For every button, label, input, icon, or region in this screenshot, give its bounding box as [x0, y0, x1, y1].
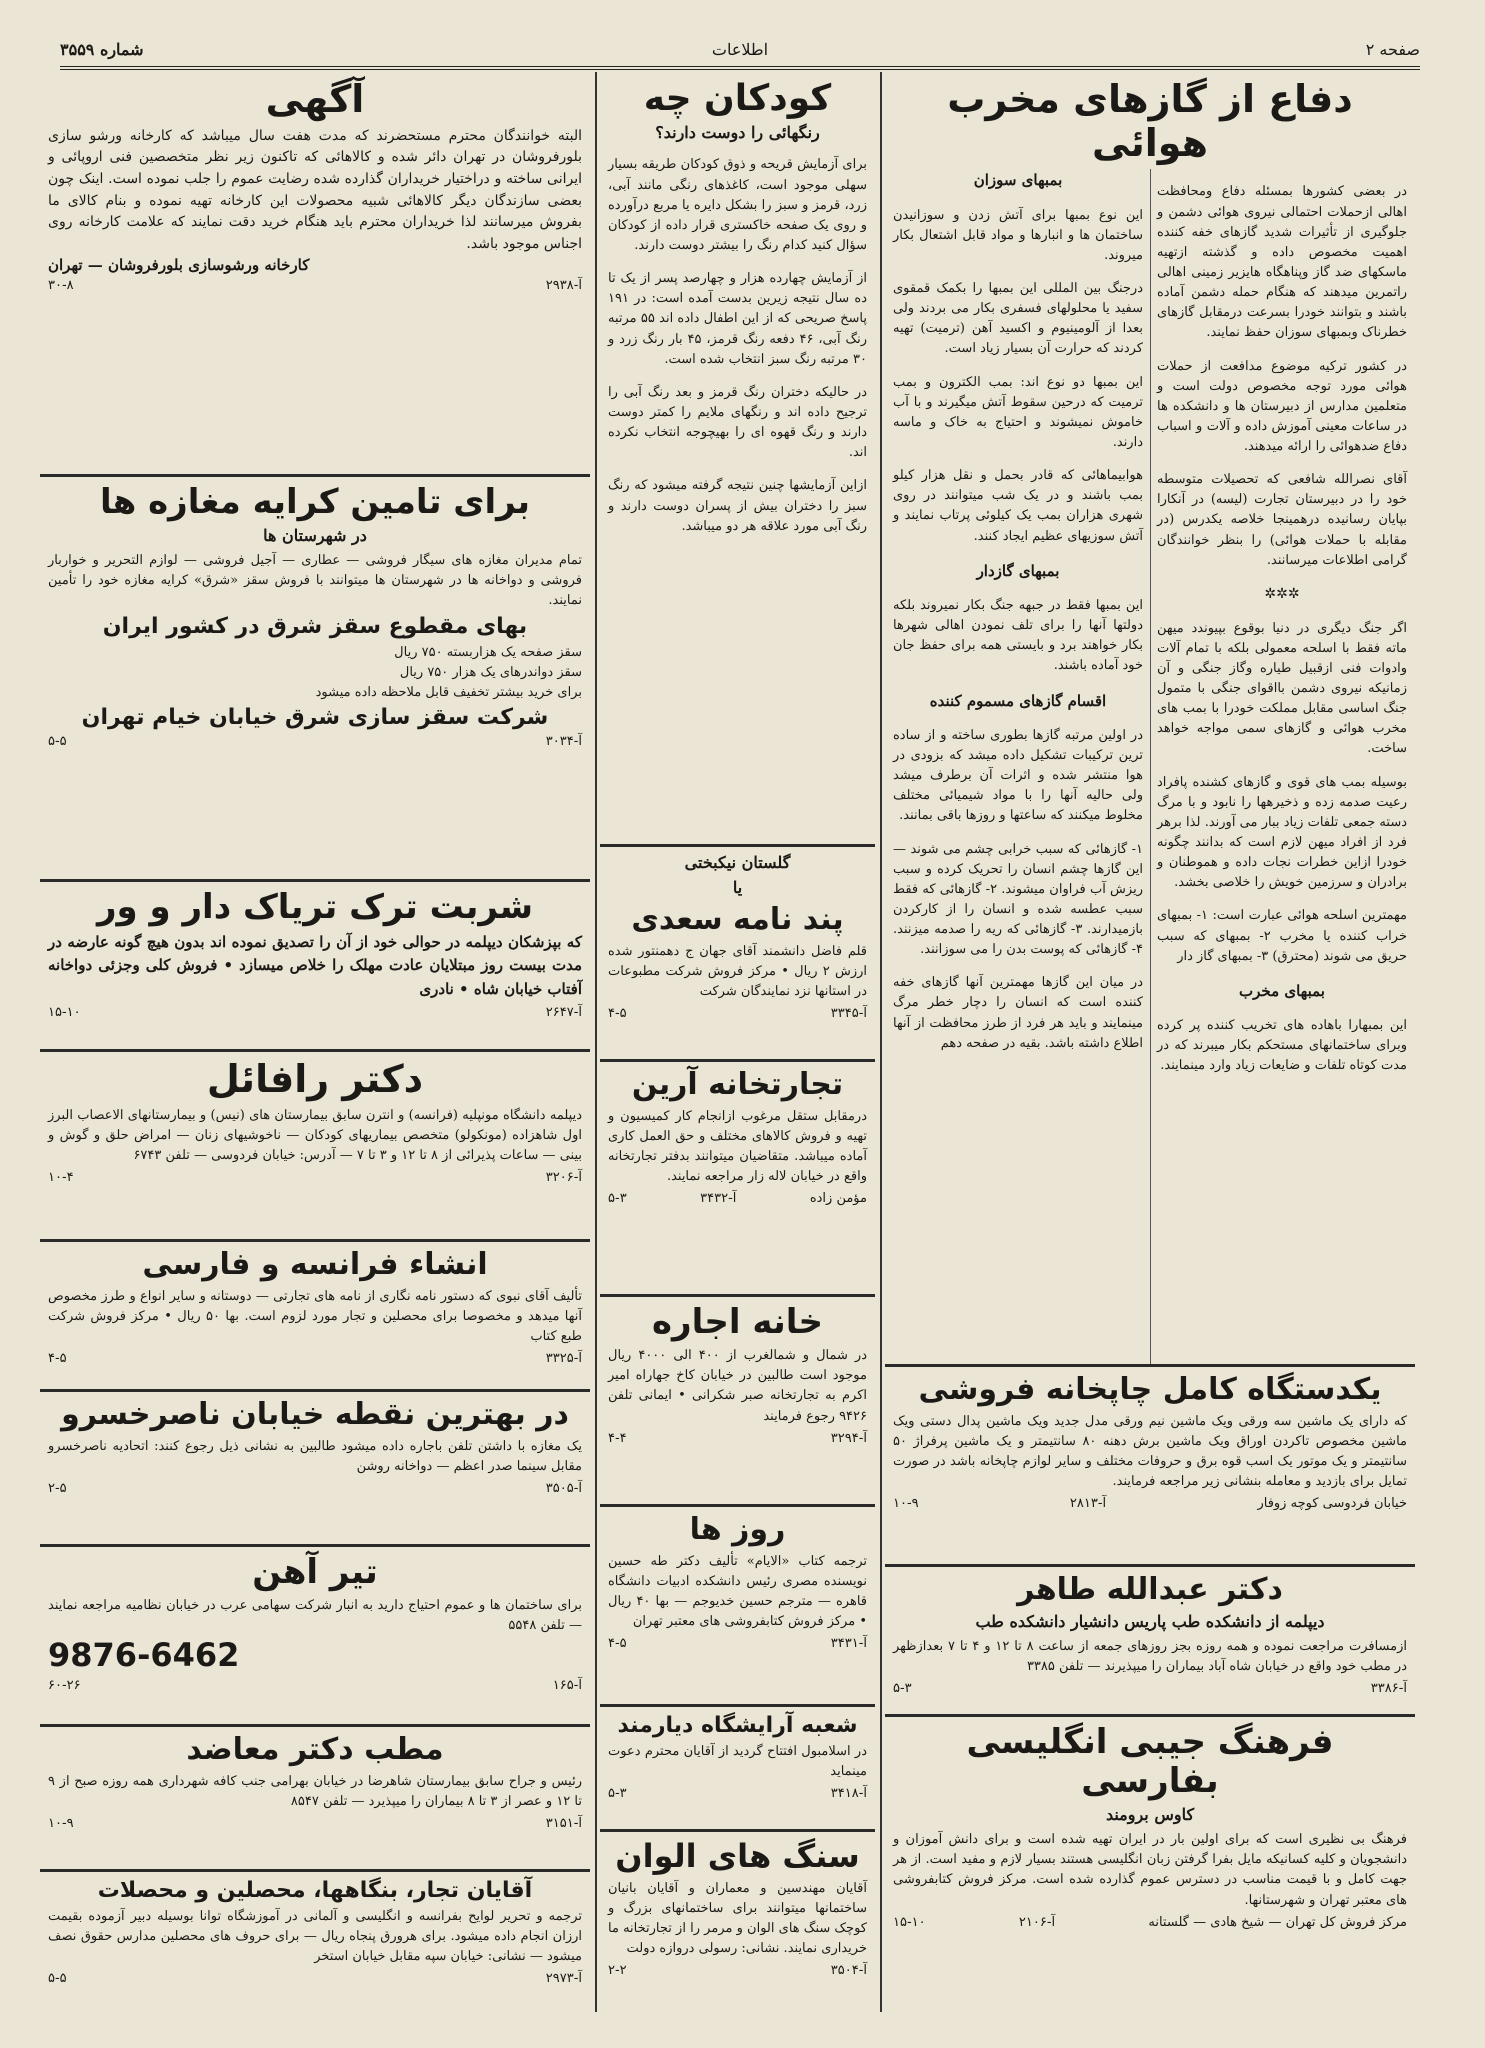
- ad-reference: آ-۲۱۰۶: [1018, 1914, 1056, 1930]
- ad-title: روز ها: [689, 1512, 786, 1547]
- ad-title: انشاء فرانسه و فارسی: [142, 1247, 488, 1282]
- ad-run: ۵-۳: [893, 1680, 912, 1696]
- ad-run: ۵-۵: [48, 1971, 67, 1987]
- ad-footer: [48, 1816, 582, 1831]
- ad-signature: مؤمن زاده: [809, 1191, 867, 1207]
- paragraph: در بعضی کشورها بمسئله دفاع ومحافظت اهالی ازحملات احتمالی نیروی هوائی دشمن و جلوگیری از تأثیرات شدید گازهای خفه کننده اهمیت مخصوص داده و گذشته ازتهیه ماسکهای ضد گاز وپناهگاه هایزیر زمینی اهالی راتمرین میدهند که هنگام حمله دشمن آماده باشند و بتوانند خودرا بسرعت درمقابل گازهای خطرناک وبمبهای سوزان حفظ نمایند.: [1157, 184, 1407, 341]
- kids-colors-article: [600, 72, 875, 847]
- ad-title: تیر آهن: [252, 1552, 378, 1592]
- article-body: [608, 155, 867, 536]
- ad-run: ۵-۳: [608, 1786, 627, 1802]
- issue-label: شماره ۳۵۵۹: [60, 40, 144, 59]
- paragraph: از آزمایش چهارده هزار و چهارصد پسر از یک تا ده سال نتیجه زیرین بدست آمده است: در ۱۹۱ پاسخ صریحی که از این اطفال داده اند ۵۵ مرتبه رنگ آبی، ۴۶ دفعه رنگ قرمز، ۴۵ بار رنگ زرد و ۳۰ مرتبه رنگ سبز انتخاب شده است.: [608, 271, 867, 367]
- price-line: سقز صفحه یک هزاربسته ۷۵۰ ریال: [394, 644, 582, 660]
- paragraph: در میان این گازها مهمترین آنها گازهای خفه کننده است که انسان را دچار خطر مرگ مینمایند و باید هر فرد از طرز محافظت از آنها اطلاع داشته باشد. بقیه در صفحه دهم: [893, 975, 1143, 1051]
- ad-footer: [608, 1006, 867, 1021]
- ad-footer: [48, 734, 582, 749]
- ad-title: دکتر رافائل: [206, 1057, 424, 1101]
- ad-footer: [48, 278, 582, 293]
- paragraph: این بمبها فقط در جبهه جنگ بکار نمیروند بلکه دولتها آنها را برای تلف نمودن اهالی شهرها بکار خواهند برد و بایستی همه برای حفظ جان خود آماده باشند.: [893, 597, 1143, 674]
- ad-reference: آ-۲۹۷۳: [545, 1971, 582, 1987]
- paragraph: مهمترین اسلحه هوائی عبارت است: ۱- بمبهای خراب کننده یا مخرب ۲- بمبهای که سبب حریق می شوند (محترق) ۳- بمبهای گاز دار: [1157, 908, 1408, 964]
- ad-footer: [893, 1681, 1407, 1696]
- paragraph: آقای نصرالله شافعی که تحصیلات متوسطه خود را در دبیرستان تجارت (لیسه) در آنکارا بپایان رسانیده درهمینجا خلاصه یکدرس (در مقابله با حملات هوائی) را بنظر خوانندگان گرامی اطلاعات میرسانند.: [1157, 472, 1407, 568]
- masthead: [60, 40, 1420, 70]
- ad-title: شربت ترک تریاک دار و ور: [96, 887, 534, 927]
- ad-address: خیابان فردوسی کوچه زوفار: [1257, 1496, 1407, 1512]
- price-line: سقز دواندرهای یک هزار ۷۵۰ ریال: [399, 664, 582, 680]
- ad-run: ۱۵-۱۰: [48, 1004, 81, 1020]
- ad-text: ترجمه و تحریر لوایح بفرانسه و انگلیسی و آلمانی در آموزشگاه توانا بوسیله دبیر آزموده بقیمت ارزان انجام داده میشود. برای هرورق پنجاه ریال — برای حروف های محصلین مدارس حقوق نصف میشود — نشانی: خیابان سپه مقابل خیابان استخر: [48, 1909, 582, 1965]
- paragraph: درجنگ بین المللی این بمبها را بکمک قمقوی سفید یا محلولهای فسفری بکار می بردند ولی بعدا از آلومینیوم و اکسید آهن (ترمیت) تهیه کردند که حرارت آن بسیار زیاد است.: [893, 281, 1143, 357]
- ad-signoff: کارخانه ورشوسازی بلورفروشان — تهران: [48, 255, 310, 274]
- ad-title: برای تامین کرایه مغازه ها: [99, 482, 531, 522]
- ad-run: ۴-۵: [608, 1005, 627, 1021]
- ad-reference: آ-۳۳۸۶: [1370, 1680, 1407, 1696]
- article-title: کودکان چه: [643, 78, 832, 119]
- ad-run: ۵-۵: [48, 733, 67, 749]
- ad-footer: [48, 1481, 582, 1496]
- ad-reference: آ-۲۸۱۳: [1069, 1496, 1107, 1512]
- ad-subtitle: دیپلمه از دانشکده طب پاریس دانشیار دانشکده طب: [975, 1611, 1325, 1631]
- ad-footer: [48, 1351, 582, 1366]
- ad-text: البته خوانندگان محترم مستحضرند که مدت هفت سال میباشد که کارخانه ورشو سازی بلورفروشان در تهران دائر شده و کالاهائی که تاکنون زیر نظر متخصصین فنی اروپائی و ایرانی ساخته و دراختیار خریداران گذارده شده رضایت عموم را جلب نموده است. اینک چون بعضی سازندگان دیگر کالاهائی شبیه محصولات این کارخانه تهیه نموده و بنام کالای ما بفروش میرسانند لذا خریداران محترم باید هنگام خرید دقت نمایند که علامت کارخانه روی اجناس موجود باشد.: [48, 127, 582, 253]
- ad-run: ۲-۵: [48, 1480, 67, 1496]
- column-divider: [595, 72, 597, 2012]
- ad-footer: [48, 1170, 582, 1185]
- ad-title: سنگ های الوان: [615, 1837, 860, 1875]
- ad-reference: آ-۳۲۹۴: [830, 1430, 867, 1446]
- ad-address: مرکز فروش کل تهران — شیخ هادی — گلستانه: [1148, 1914, 1407, 1930]
- ad-text: تمام مدیران مغازه های سیگار فروشی — عطاری — آجیل فروشی — لوازم التحریر و خواربار فروشی و دواخانه ها در شهرستان ها میتوانند با فروش سقز «شرق» کرایه مغازه خود را تأمین نمایند.: [48, 553, 582, 609]
- opium-syrup-ad: [40, 882, 590, 1052]
- ad-run: ۳۰-۸: [48, 277, 74, 293]
- left-column: [40, 72, 590, 2012]
- section-heading: اقسام گازهای مسموم کننده: [929, 691, 1107, 710]
- section-stars: ✲✲✲: [1264, 585, 1300, 602]
- ad-reference: آ-۳۲۰۶: [545, 1170, 582, 1186]
- steel-beam-ad: [40, 1547, 590, 1727]
- ad-title: یکدستگاه کامل چاپخانه فروشی: [918, 1372, 1382, 1407]
- air-defense-article: [885, 72, 1415, 1367]
- paragraph: اگر جنگ دیگری در دنیا بوقوع بپیوندد میهن ماته فقط با اسلحه معمولی بلکه با تمام آلات وادوات فنی ازقبیل طیاره وگاز جنگی و آن زمانیکه نیروی دشمن بااقوای جنگی با متمول جنگ اساسی مقابل مملکت خودرا با بمب های مخرب هوائی و گازهای سمی مواجه خواهد ساخت.: [1157, 620, 1407, 757]
- paragraph: بوسیله بمب های قوی و گازهای کشنده پافراد رعیت صدمه زده و ذخیرهها را نابود و با مرگ دسته جمعی تلفات زیاد ببار می آورند. لذا برهر فرد از افراد میهن لازم است که بدانند چگونه خودرا ازاین خطرات نجات داده و هموطنان و برادران و سرزمین خویش را خلاصی بخشد.: [1157, 774, 1407, 891]
- ad-footer: [48, 1971, 582, 1986]
- arian-trading-ad: [600, 1062, 875, 1297]
- ad-title: فرهنگ جیبی انگلیسی بفارسی: [966, 1722, 1334, 1802]
- ad-text: ازمسافرت مراجعت نموده و همه روزه بجز روزهای جمعه از ساعت ۸ تا ۱۲ و ۴ تا ۷ بعدازظهر در مطب خود واقع در خیابان شاه آباد بیماران را میپذیرند — تلفن ۳۳۸۵: [893, 1638, 1407, 1674]
- paragraph: ۱- گازهائی که سبب خرابی چشم می شوند — این گازها چشم انسان را تحریک کرده و سبب ریزش آب فراوان میشوند. ۲- گازهائی که فقط سبب عطسه شده و انسان را از کارکردن بازمیدارند. ۳- گازهائی که ریه را صدمه میزنند. ۴- گازهائی که پوست بدن را می سوزانند.: [893, 841, 1143, 958]
- ad-reference: آ-۳۳۲۵: [545, 1350, 582, 1366]
- ad-text: ترجمه کتاب «الایام» تألیف دکتر طه حسین نویسنده مصری رئیس دانشکده ادبیات دانشگاه قاهره — مترجم حسین خدیوجم — بها ۴۰ ریال • مرکز فروش کتابفروشی های معتبر تهران: [608, 1553, 867, 1629]
- ad-reference: آ-۳۴۳۲: [700, 1191, 737, 1207]
- ad-reference: آ-۳۴۳۱: [830, 1636, 867, 1652]
- ad-reference: آ-۳۱۵۱: [545, 1815, 582, 1831]
- paper-name: اطلاعات: [711, 40, 769, 59]
- ad-run: ۲-۲: [608, 1963, 627, 1979]
- ad-title: خانه اجاره: [651, 1302, 824, 1342]
- translation-ad: [40, 1872, 590, 2012]
- ad-reference: آ-۲۶۴۷: [545, 1004, 582, 1020]
- dr-taher-ad: [885, 1567, 1415, 1717]
- ad-title: پند نامه سعدی: [631, 902, 844, 937]
- ad-footer: [48, 1678, 582, 1693]
- article-title: دفاع از گازهای مخرب هوائی: [947, 77, 1353, 165]
- ad-footer: [608, 1636, 867, 1651]
- middle-column: [600, 72, 875, 2012]
- article-subtitle: رنگهائی را دوست دارند؟: [655, 123, 820, 143]
- column-divider: [880, 72, 882, 2012]
- ad-text: فرهنگ بی نظیری است که برای اولین بار در ایران تهیه شده است و برای دانش آموزان و دانشجویان و کلیه کسانیکه مایل بفرا گرفتن زبان انگلیسی هستند بسیار لازم و مفید است. از هر جهت کامل و با قیمت مناسب در دسترس عموم گذارده شده است. مرکز فروش کتابفروشی های معتبر تهران و شهرستانها.: [893, 1832, 1407, 1908]
- dr-rafael-ad: [40, 1052, 590, 1242]
- ad-text: که دارای یک ماشین سه ورقی ویک ماشین نیم ورقی مدل جدید ویک ماشین پدال دستی ویک ماشین مخصوص تاکردن اوراق ویک ماشین برش دهنه ۸۰ سانتیمتر و یک ماشین پرفراژ ۵۰ سانتیمتر و یک موتور یک اسب قوه برق و حروفات مختلف و سایر لوازم چاپخانه باشد در صورت تمایل برای بازدید و معامله بنشانی زیر مراجعه فرمایند.: [893, 1413, 1407, 1489]
- ad-footer: [893, 1915, 1407, 1930]
- ad-footer: [608, 1191, 867, 1206]
- house-rent-ad: [600, 1297, 875, 1507]
- notice-ad: [40, 72, 590, 477]
- ad-reference: آ-۳۴۱۸: [830, 1786, 867, 1802]
- ad-run: ۴-۵: [608, 1636, 627, 1652]
- ad-title: تجارتخانه آرین: [631, 1067, 844, 1102]
- company-name: شرکت سقز سازی شرق خیابان خیام تهران: [81, 704, 549, 730]
- ad-subtitle: در شهرستان ها: [263, 526, 367, 546]
- naser-khosrow-ad: [40, 1392, 590, 1547]
- paragraph: این بمبها دو نوع اند: بمب الکترون و بمب ترمیت که درحین سقوط آتش میگیرند و با آب خاموش نمیشوند و احتیاج به خاک و ماسه دارند.: [893, 374, 1143, 451]
- paragraph: در اولین مرتبه گازها بطوری ساخته و از ساده ترین ترکیبات تشکیل داده میشد که بزودی در هوا منتشر شده و اثرات آن برطرف میشد ولی حالیه آنها را با مواد شیمیائی مختلف مخلوط میکنند که ساعتها و روزها باقی بمانند.: [893, 727, 1143, 824]
- right-column: [885, 72, 1415, 2012]
- ad-footer: [608, 1431, 867, 1446]
- section-heading: بمبهای گازدار: [976, 561, 1060, 580]
- ad-text: یک مغازه با داشتن تلفن باجاره داده میشود طالبین به نشانی ذیل رجوع کنند: اتحادیه ناصرخسرو مقابل سینما صدر اعظم — دواخانه روشن: [48, 1438, 582, 1474]
- ad-run: ۴-۴: [608, 1430, 627, 1446]
- price-heading: بهای مقطوع سقز شرق در کشور ایران: [102, 613, 528, 639]
- ad-footer: [608, 1786, 867, 1801]
- ad-kicker-conj: یا: [732, 878, 743, 897]
- ad-footer: [893, 1496, 1407, 1511]
- ad-run: ۱۵-۱۰: [893, 1914, 926, 1930]
- ad-title: مطب دکتر معاضد: [186, 1732, 444, 1767]
- ad-reference: آ-۳۰۳۴: [545, 733, 582, 749]
- article-body: [893, 169, 1407, 1364]
- ad-title: شعبه آرایشگاه دیارمند: [617, 1713, 858, 1738]
- ad-run: ۱۰-۹: [893, 1496, 919, 1512]
- ad-text: تألیف آقای نبوی که دستور نامه نگاری از نامه های تجارتی — دوستانه و سایر انواع و طرز مخصوص آنها میدهد و مخصوصا برای محصلین و تجار مورد لزوم است. بها ۵۰ ریال • مرکز فروش شرکت طبع کتاب: [48, 1288, 582, 1344]
- ad-reference: آ-۳۳۴۵: [830, 1005, 867, 1021]
- phone-number: 9876-6462: [48, 1636, 240, 1675]
- ad-author: کاوس برومند: [1105, 1805, 1195, 1825]
- paragraph: برای آزمایش قریحه و ذوق کودکان طریقه بسیار سهلی موجود است، کاغذهای رنگی مانند آبی، زرد، قرمز و سبز را بشکل دایره یا مربع درآورده و روی یک صفحه خاکستری قرار داده از کودکان سؤال کنید کدام رنگ را بیشتر دوست دارند.: [608, 157, 867, 253]
- page-label: صفحه ۲: [1365, 40, 1420, 59]
- ad-reference: آ-۳۵۰۴: [830, 1963, 867, 1979]
- ad-kicker: گلستان نیکبختی: [684, 853, 791, 872]
- ad-run: ۶۰-۲۶: [48, 1678, 81, 1694]
- ad-run: ۱۰-۹: [48, 1815, 74, 1831]
- ad-reference: آ-۱۶۵: [552, 1678, 582, 1694]
- ad-title: در بهترین نقطه خیابان ناصرخسرو: [61, 1397, 569, 1432]
- dr-moazed-ad: [40, 1727, 590, 1872]
- section-heading: بمبهای مخرب: [1239, 981, 1325, 1000]
- ad-run: ۱۰-۴: [48, 1170, 74, 1186]
- ad-title: دکتر عبدالله طاهر: [1017, 1572, 1283, 1607]
- ad-reference: آ-۲۹۳۸: [545, 277, 582, 293]
- saadi-book-ad: [600, 847, 875, 1062]
- ad-text: درمقابل ستقل مرغوب ازانجام کار کمیسیون و تهیه و فروش کالاهای مختلف و حق العمل کاری آماده میباشد. متقاضیان میتوانند بدفتر تجارتخانه واقع در خیابان لاله زار مراجعه نمایند.: [608, 1108, 867, 1184]
- ad-title: آقایان تجار، بنگاهها، محصلین و محصلات: [97, 1878, 533, 1903]
- paragraph: این بمبهارا باهاده های تخریب کننده پر کرده وبرای ساختمانهای مستحکم بکار میبرند که در مدت کوتاه تلفات و ضایعات زیاد وارد مینمایند.: [1157, 1018, 1407, 1074]
- ad-footer: [608, 1963, 867, 1978]
- print-shop-ad: [885, 1367, 1415, 1567]
- ad-run: ۴-۵: [48, 1350, 67, 1366]
- ad-text: برای ساختمان ها و عموم احتیاج دارید به انبار شرکت سهامی عرب در خیابان نظامیه مراجعه نمایند — تلفن ۵۵۴۸: [48, 1598, 582, 1634]
- ad-text: دیپلمه دانشگاه مونپلیه (فرانسه) و انترن سابق بیمارستان های (نیس) و بیمارستانهای الاعصاب البرز اول شاهزاده (مونکولو) متخصص بیماریهای کودکان — ناخوشیهای زنان — امراض حلق و گوش و بینی — ساعات پذیرائی از ۸ تا ۱۲ و ۳ تا ۷ — آدرس: خیابان فردوسی — تلفن ۶۷۴۳: [48, 1107, 582, 1163]
- letters-book-ad: [40, 1242, 590, 1392]
- price-note: برای خرید بیشتر تخفیف قابل ملاحظه داده میشود: [315, 684, 582, 700]
- shop-rent-ad: [40, 477, 590, 882]
- paragraph: ازاین آزمایشها چنین نتیجه گرفته میشود که رنگ سبز را دختران بیش از پسران دوست دارند و رنگ آبی مورد علاقه هر دو میباشد.: [608, 478, 867, 534]
- ad-text: که بپزشکان دیپلمه در حوالی خود از آن را تصدیق نموده اند بدون هیچ گونه عارضه در مدت بیست روز مبتلایان عادت مهلک را خلاص میسازد • فروش کلی وجزئی دواخانه آفتاب خیابان شاه • نادری: [48, 933, 582, 998]
- paragraph: در کشور ترکیه موضوع مدافعت از حملات هوائی مورد توجه مخصوص دولت است و متعلمین مدارس از دبیرستان ها و دانشکده ها در ساعات معینی آموزش داده و آلات و اسباب دفاع ضدهوائی را ارائه میدهند.: [1157, 358, 1407, 455]
- ad-footer: [48, 1005, 582, 1020]
- ad-reference: آ-۳۵۰۵: [545, 1480, 582, 1496]
- dictionary-ad: [885, 1717, 1415, 2012]
- roozha-book-ad: [600, 1507, 875, 1707]
- ad-text: در اسلامبول افتتاح گردید از آقایان محترم دعوت مینماید: [608, 1744, 867, 1780]
- ad-run: ۵-۳: [608, 1191, 627, 1207]
- paragraph: در حالیکه دختران رنگ قرمز و بعد رنگ آبی را ترجیح داده اند و رنگهای ملایم را کمتر دوست دارند و رنگ قهوه ای را بهیچوجه انتخاب نکرده اند.: [608, 384, 867, 461]
- ad-text: در شمال و شمالغرب از ۴۰۰ الی ۴۰۰۰ ریال موجود است طالبین در خیابان کاخ جهاراه امیر اکرم به تجارتخانه صبر شکرانی • ایمانی تلفن ۹۴۲۶ رجوع فرمایند: [608, 1348, 867, 1424]
- section-heading: بمبهای سوزان: [973, 171, 1063, 190]
- ad-title: آگهی: [265, 77, 365, 121]
- salon-ad: [600, 1707, 875, 1832]
- stones-ad: [600, 1832, 875, 2012]
- ad-text: آقایان مهندسین و معماران و آقایان بانیان ساختمانها میتوانند برای ساختمانهای بزرگ و کوچک سنگ های الوان و مرمر را از تجارتخانه ما خریداری نمایند. نشانی: رسولی دروازه دولت: [608, 1880, 867, 1957]
- paragraph: هوابیماهائی که قادر بحمل و نقل هزار کیلو بمب باشند و در یک شب میتوانند در روی شهری هزاران بمب یک کیلوئی پرتاب نمایند و آتش سوزیهای عظیم ایجاد کنند.: [893, 468, 1143, 544]
- paragraph: این نوع بمبها برای آتش زدن و سوزانیدن ساختمان ها و انبارها و مواد قابل اشتعال بکار میروند.: [893, 207, 1143, 263]
- ad-text: قلم فاضل دانشمند آقای جهان ج دهمنتور شده ارزش ۲ ریال • مرکز فروش شرکت مطبوعات در استانها نزد نمایندگان شرکت: [608, 943, 868, 999]
- ad-text: رئیس و جراح سابق بیمارستان شاهرضا در خیابان بهرامی جنب کافه شهرداری همه روزه صبح از ۹ تا ۱۲ و عصر از ۳ تا ۸ بیماران را میپذیرد — تلفن ۸۵۴۷: [48, 1773, 582, 1809]
